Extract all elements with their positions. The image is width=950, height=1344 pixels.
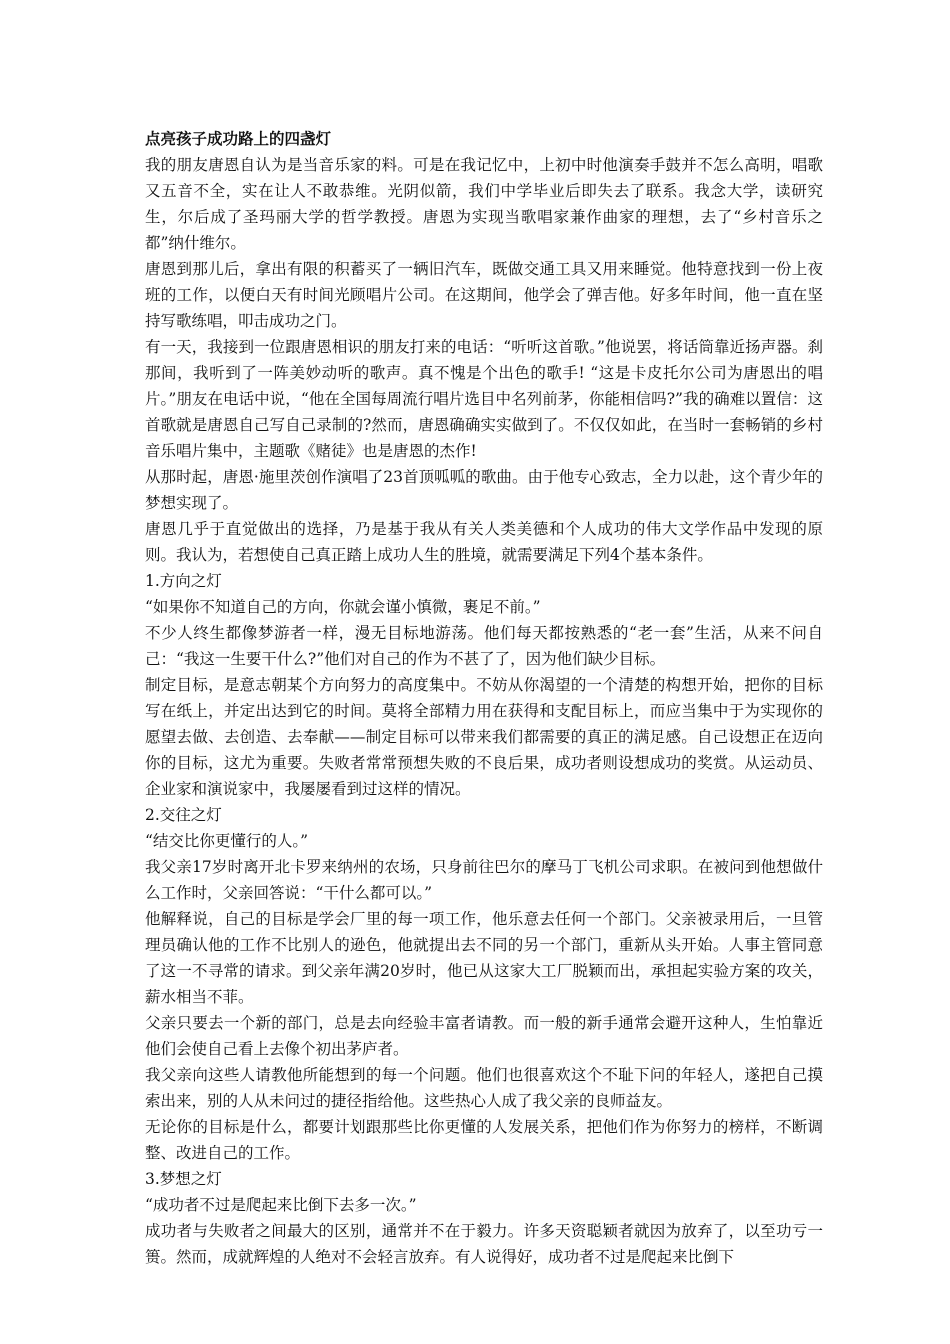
paragraph: 父亲只要去一个新的部门，总是去向经验丰富者请教。而一般的新手通常会避开这种人，生怕靠近他们会使自己看上去像个初出茅庐者。 bbox=[145, 1014, 823, 1058]
quote: “成功者不过是爬起来比倒下去多一次。” bbox=[145, 1196, 417, 1214]
quote: “如果你不知道自己的方向，你就会谨小慎微，裹足不前。” bbox=[145, 598, 541, 616]
quote: “结交比你更懂行的人。” bbox=[145, 832, 309, 850]
section-heading: 1.方向之灯 bbox=[145, 572, 222, 590]
document-title: 点亮孩子成功路上的四盏灯 bbox=[145, 129, 332, 148]
paragraph: 不少人终生都像梦游者一样，漫无目标地游荡。他们每天都按熟悉的“老一套”生活，从来不问自己：“我这一生要干什么?”他们对自己的作为不甚了了，因为他们缺少目标。 bbox=[145, 624, 823, 668]
paragraph: 有一天，我接到一位跟唐恩相识的朋友打来的电话：“听听这首歌。”他说罢，将话筒靠近扬声器。刹那间，我听到了一阵美妙动听的歌声。真不愧是个出色的歌手! “这是卡皮托尔公司为唐恩出的唱片。”朋友在电话中说，“他在全国每周流行唱片选目中名列前茅，你能相信吗?”我的确难以置信：这首歌就是唐恩自己写自己录制的?然而，唐恩确确实实做到了。不仅仅如此，在当时一套畅销的乡村音乐唱片集中，主题歌《赌徒》也是唐恩的杰作! bbox=[145, 338, 823, 460]
paragraph: 我的朋友唐恩自认为是当音乐家的料。可是在我记忆中，上初中时他演奏手鼓并不怎么高明，唱歌又五音不全，实在让人不敢恭维。光阴似箭，我们中学毕业后即失去了联系。我念大学，读研究生，尔后成了圣玛丽大学的哲学教授。唐恩为实现当歌唱家兼作曲家的理想，去了“乡村音乐之都”纳什维尔。 bbox=[145, 156, 823, 252]
paragraph: 我父亲向这些人请教他所能想到的每一个问题。他们也很喜欢这个不耻下问的年轻人，遂把自己摸索出来，别的人从未问过的捷径指给他。这些热心人成了我父亲的良师益友。 bbox=[145, 1066, 823, 1110]
paragraph: 唐恩到那儿后，拿出有限的积蓄买了一辆旧汽车，既做交通工具又用来睡觉。他特意找到一份上夜班的工作，以便白天有时间光顾唱片公司。在这期间，他学会了弹吉他。好多年时间，他一直在坚持写歌练唱，叩击成功之门。 bbox=[145, 260, 823, 330]
paragraph: 成功者与失败者之间最大的区别，通常并不在于毅力。许多天资聪颖者就因为放弃了，以至功亏一篑。然而，成就辉煌的人绝对不会轻言放弃。有人说得好，成功者不过是爬起来比倒下 bbox=[145, 1222, 823, 1266]
paragraph: 制定目标，是意志朝某个方向努力的高度集中。不妨从你渴望的一个清楚的构想开始，把你的目标写在纸上，并定出达到它的时间。莫将全部精力用在获得和支配目标上，而应当集中于为实现你的愿望去做、去创造、去奉献——制定目标可以带来我们都需要的真正的满足感。自己设想正在迈向你的目标，这尤为重要。失败者常常预想失败的不良后果，成功者则设想成功的奖赏。从运动员、企业家和演说家中，我屡屡看到过这样的情况。 bbox=[145, 676, 823, 798]
paragraph: 他解释说，自己的目标是学会厂里的每一项工作，他乐意去任何一个部门。父亲被录用后，一旦管理员确认他的工作不比别人的逊色，他就提出去不同的另一个部门，重新从头开始。人事主管同意了这一不寻常的请求。到父亲年满20岁时，他已从这家大工厂脱颖而出，承担起实验方案的攻关，薪水相当不菲。 bbox=[145, 910, 823, 1006]
paragraph: 唐恩几乎于直觉做出的选择，乃是基于我从有关人类美德和个人成功的伟大文学作品中发现的原则。我认为，若想使自己真正踏上成功人生的胜境，就需要满足下列4个基本条件。 bbox=[145, 520, 823, 564]
paragraph: 我父亲17岁时离开北卡罗来纳州的农场，只身前往巴尔的摩马丁飞机公司求职。在被问到他想做什么工作时，父亲回答说：“干什么都可以。” bbox=[145, 858, 823, 902]
paragraph: 无论你的目标是什么，都要计划跟那些比你更懂的人发展关系，把他们作为你努力的榜样，不断调整、改进自己的工作。 bbox=[145, 1118, 823, 1162]
section-heading: 2.交往之灯 bbox=[145, 806, 222, 824]
section-heading: 3.梦想之灯 bbox=[145, 1170, 222, 1188]
paragraph: 从那时起，唐恩·施里茨创作演唱了23首顶呱呱的歌曲。由于他专心致志，全力以赴，这个青少年的梦想实现了。 bbox=[145, 468, 823, 512]
document-page bbox=[145, 126, 823, 1270]
